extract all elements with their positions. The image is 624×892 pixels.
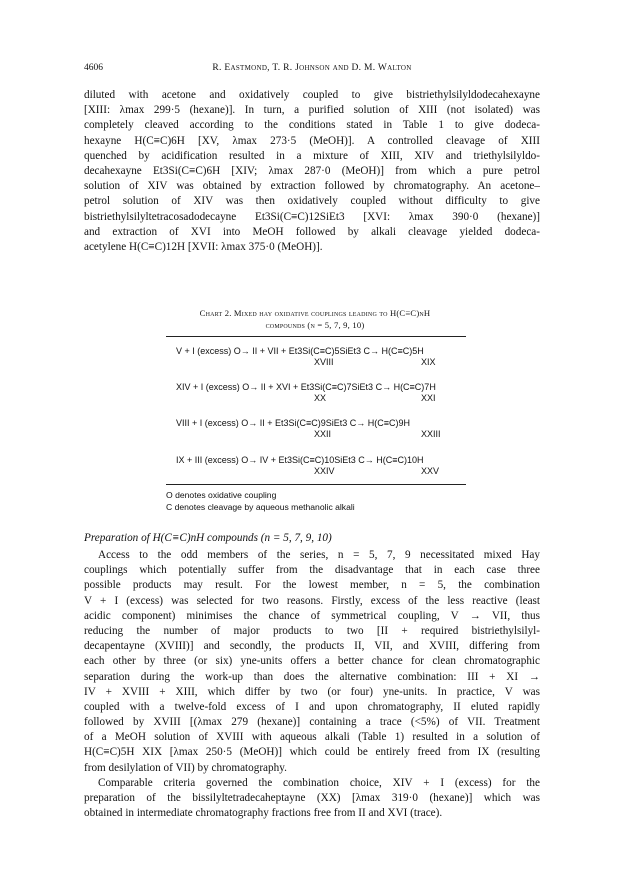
compound-label: XXII	[314, 429, 332, 439]
chart-equation	[166, 455, 466, 477]
compound-label: XXI	[421, 393, 436, 403]
equation-text: IX + III (excess) O→ IV + Et3Si(C≡C)10SiEt3 C→ H(C≡C)10H	[176, 455, 424, 465]
section-heading: Preparation of H(C≡C)nH compounds (n = 5, 7, 9, 10)	[84, 532, 332, 544]
text-line: bistriethylsilyltetracosadodecayne Et3Si(C≡C)12SiEt3 [XVI: λmax 390·0 (hexane)]	[84, 210, 540, 223]
text-line: of a MeOH solution of XVIII with aqueous alkali (Table 1) resulted in a solution of	[84, 731, 540, 744]
text-line: possible products may result. For the lowest member, n = 5, the combination	[84, 579, 540, 592]
chart-caption-line: compounds (n = 5, 7, 9, 10)	[265, 320, 365, 330]
paragraph-body	[84, 548, 540, 821]
text-line: coupled with a twelve-fold excess of I and upon chromatography, II eluted rapidly	[84, 700, 540, 713]
text-line: followed by XVIII [(λmax 279 (hexane)] containing a trace (<5%) of VII. Treatment	[84, 716, 540, 729]
chart-top-rule	[166, 336, 466, 337]
chart-note: O denotes oxidative coupling	[166, 490, 277, 500]
chart-equation	[166, 382, 466, 404]
chart-caption	[150, 307, 480, 331]
chart-equation	[166, 346, 466, 368]
compound-label: XX	[314, 393, 327, 403]
text-line: Access to the odd members of the series, n = 5, 7, 9 necessitated mixed Hay	[98, 549, 540, 561]
paragraph-continuation	[84, 88, 540, 255]
text-line: from desilylation of VII) by chromatography.	[84, 761, 287, 774]
chart-caption-line: Chart 2. Mixed hay oxidative couplings leading to H(C≡C)nH	[199, 308, 431, 318]
text-line: solution of XIV was obtained by extraction followed by chromatography. An acetone–	[84, 180, 540, 193]
text-line: Comparable criteria governed the combination choice, XIV + I (excess) for the	[98, 776, 540, 789]
text-line: obtained in intermediate chromatography fractions free from II and XVI (trace).	[84, 807, 443, 820]
compound-label: XVIII	[314, 357, 334, 367]
text-line: decahexayne Et3Si(C≡C)6H [XIV; λmax 287·0 (MeOH)] from which a pure petrol	[84, 164, 540, 177]
equation-text: XIV + I (excess) O→ II + XVI + Et3Si(C≡C)7SiEt3 C→ H(C≡C)7H	[176, 382, 436, 392]
text-line: and extraction of XVI into MeOH followed by alkali cleavage yielded dodeca-	[84, 225, 540, 238]
compound-label: XXV	[421, 466, 440, 476]
compound-label: XXIII	[421, 429, 441, 439]
text-line: [XIII: λmax 299·5 (hexane)]. In turn, a purified solution of XIII (not isolated) was	[84, 104, 540, 117]
text-line: H(C≡C)5H XIX [λmax 250·5 (MeOH)] which could be entirely freed from IX (resulting	[84, 746, 540, 759]
chart-equation	[166, 418, 466, 440]
text-line: acetylene H(C≡C)12H [XVII: λmax 375·0 (MeOH)].	[84, 240, 323, 253]
text-line: hexayne H(C≡C)6H [XV, λmax 273·5 (MeOH)]. A controlled cleavage of XIII	[84, 134, 540, 147]
text-line: decapentayne (XVIII)] and secondly, the products II, VII, and XVIII, differing from	[84, 640, 540, 653]
text-line: completely cleaved according to the conditions stated in Table 1 to give dodeca-	[84, 119, 540, 132]
equation-text: V + I (excess) O→ II + VII + Et3Si(C≡C)5SiEt3 C→ H(C≡C)5H	[176, 346, 424, 356]
text-line: each other by three (or six) yne-units offers a better chance for clean chromatographic	[84, 655, 540, 668]
text-line: couplings which potentially suffer from the disadvantage that in each case three	[84, 564, 540, 577]
text-line: diluted with acetone and oxidatively coupled to give bistriethylsilyldodecahexayne	[84, 89, 540, 101]
text-line: reducing the number of major products to two [II + required bistriethylsilyl-	[84, 624, 540, 637]
compound-label: XIX	[421, 357, 436, 367]
page-number: 4606	[84, 63, 103, 73]
chart-notes	[166, 489, 466, 513]
text-line: IV + XVIII + XIII, which differ by two (or four) yne-units. In practice, V was	[84, 685, 540, 698]
chart-note: C denotes cleavage by aqueous methanolic alkali	[166, 502, 355, 512]
text-line: acidic component) minimises the chance of symmetrical coupling, V → VII, thus	[84, 609, 540, 622]
text-line: quenched by acidification resulted in a mixture of XIII, XIV and triethylsilyldo-	[84, 149, 540, 162]
compound-label: XXIV	[314, 466, 335, 476]
equation-text: VIII + I (excess) O→ II + Et3Si(C≡C)9SiEt3 C→ H(C≡C)9H	[176, 418, 411, 428]
text-line: V + I (excess) was selected for two reasons. Firstly, excess of the less reactive (least	[84, 594, 540, 607]
text-line: separation during the work-up than does the alternative combination: III + XI →	[84, 670, 540, 683]
text-line: preparation of the bissilyltetradecaheptayne (XX) [λmax 319·0 (hexane)] which was	[84, 792, 540, 804]
text-line: petrol solution of XIV was then oxidatively coupled without difficulty to give	[84, 195, 540, 208]
running-header-authors: R. Eastmond, T. R. Johnson and D. M. Walton	[212, 63, 412, 73]
running-header	[84, 63, 540, 77]
chart-bottom-rule	[166, 484, 466, 485]
